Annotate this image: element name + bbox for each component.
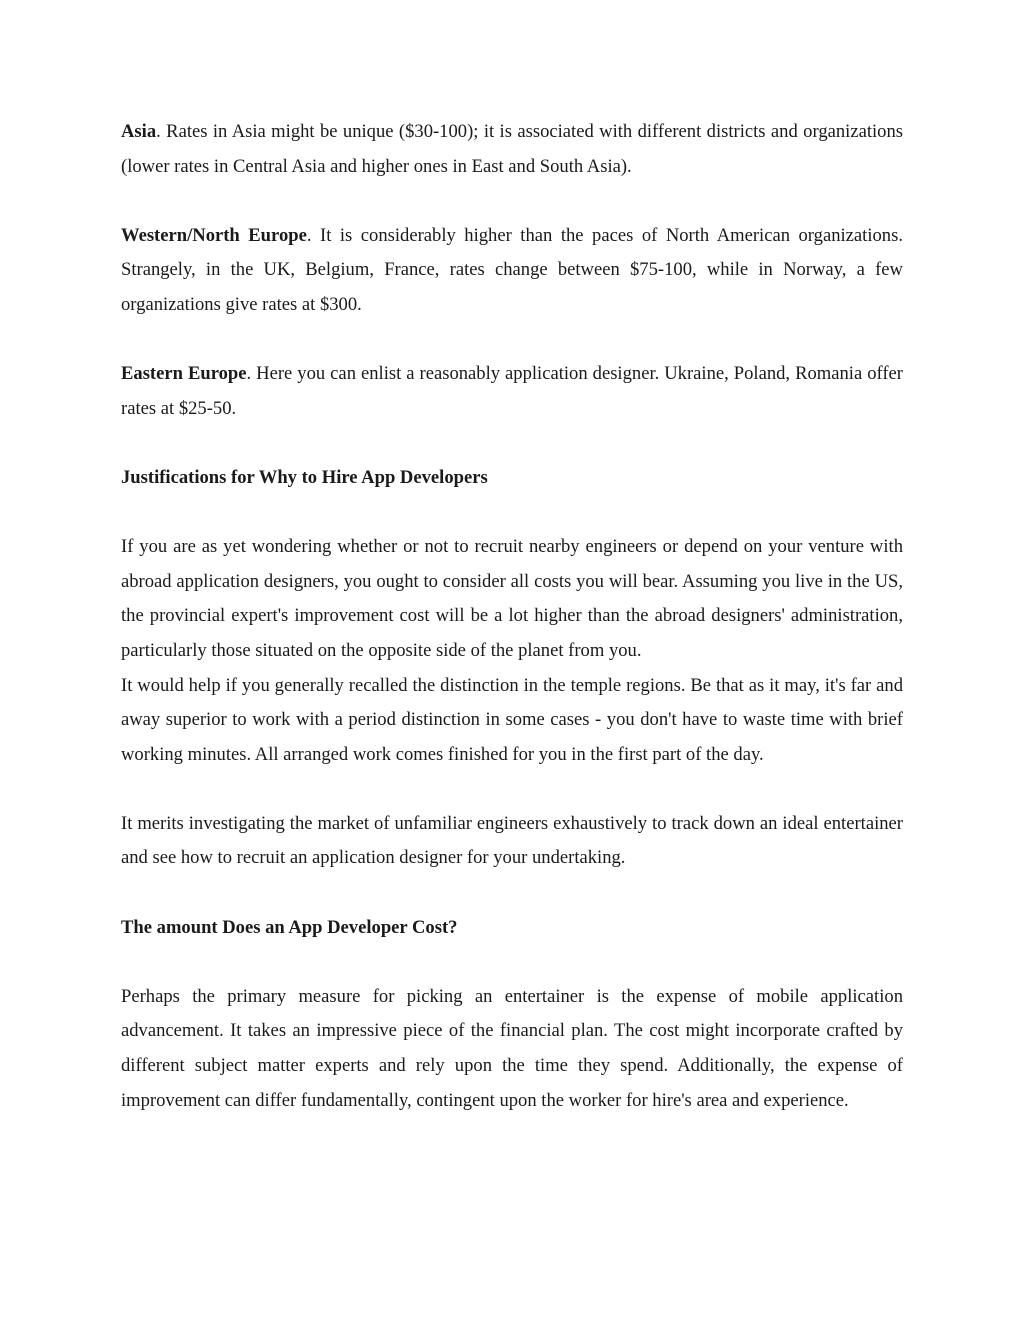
spacer <box>121 772 903 807</box>
text-eastern-europe: . Here you can enlist a reasonably application designer. Ukraine, Poland, Romania offer rates at $25-50. <box>121 363 903 419</box>
term-western-europe: Western/North Europe <box>121 224 307 246</box>
paragraph-wondering: If you are as yet wondering whether or not to recruit nearby engineers or depend on your venture with abroad application designers, you ought to consider all costs you will bear. Assuming you live in the US, the provincial expert's improvement cost will be a lot higher than the abroad designers' administration, particularly those situated on the opposite side of the planet from you. <box>121 536 903 661</box>
spacer <box>121 184 903 219</box>
term-asia: Asia <box>121 121 157 142</box>
heading-justifications: Justifications for Why to Hire App Developers <box>121 466 488 488</box>
text-asia: . Rates in Asia might be unique ($30-100); it is associated with different districts and organizations (lower rates in Central Asia and higher ones in East and South Asia). <box>121 121 903 177</box>
heading-cost: The amount Does an App Developer Cost? <box>121 916 458 938</box>
text-western-europe: . It is considerably higher than the paces of North American organizations. Strangely, in the UK, Belgium, France, rates change between $75-100, while in Norway, a few organizations give rates at $300. <box>121 224 903 315</box>
paragraph-asia <box>121 115 903 184</box>
spacer <box>121 323 903 358</box>
paragraph-temple-regions: It would help if you generally recalled the distinction in the temple regions. Be that as it may, it's far and away superior to work with a period distinction in some cases - you don't have to waste time with brief working minutes. All arranged work comes finished for you in the first part of the day. <box>121 674 903 765</box>
document-page <box>121 115 903 1118</box>
paragraph-cost: Perhaps the primary measure for picking an entertainer is the expense of mobile application advancement. It takes an impressive piece of the financial plan. The cost might incorporate crafted by different subject matter experts and rely upon the time they spend. Additionally, the expense of improvement can differ fundamentally, contingent upon the worker for hire's area and experience. <box>121 985 903 1111</box>
paragraph-eastern-europe <box>121 357 903 426</box>
paragraph-western-europe <box>121 219 903 323</box>
spacer <box>121 876 903 911</box>
paragraph-merits: It merits investigating the market of unfamiliar engineers exhaustively to track down an ideal entertainer and see how to recruit an application designer for your undertaking. <box>121 812 903 869</box>
spacer <box>121 496 903 531</box>
spacer <box>121 426 903 461</box>
spacer <box>121 945 903 980</box>
term-eastern-europe: Eastern Europe <box>121 363 247 385</box>
